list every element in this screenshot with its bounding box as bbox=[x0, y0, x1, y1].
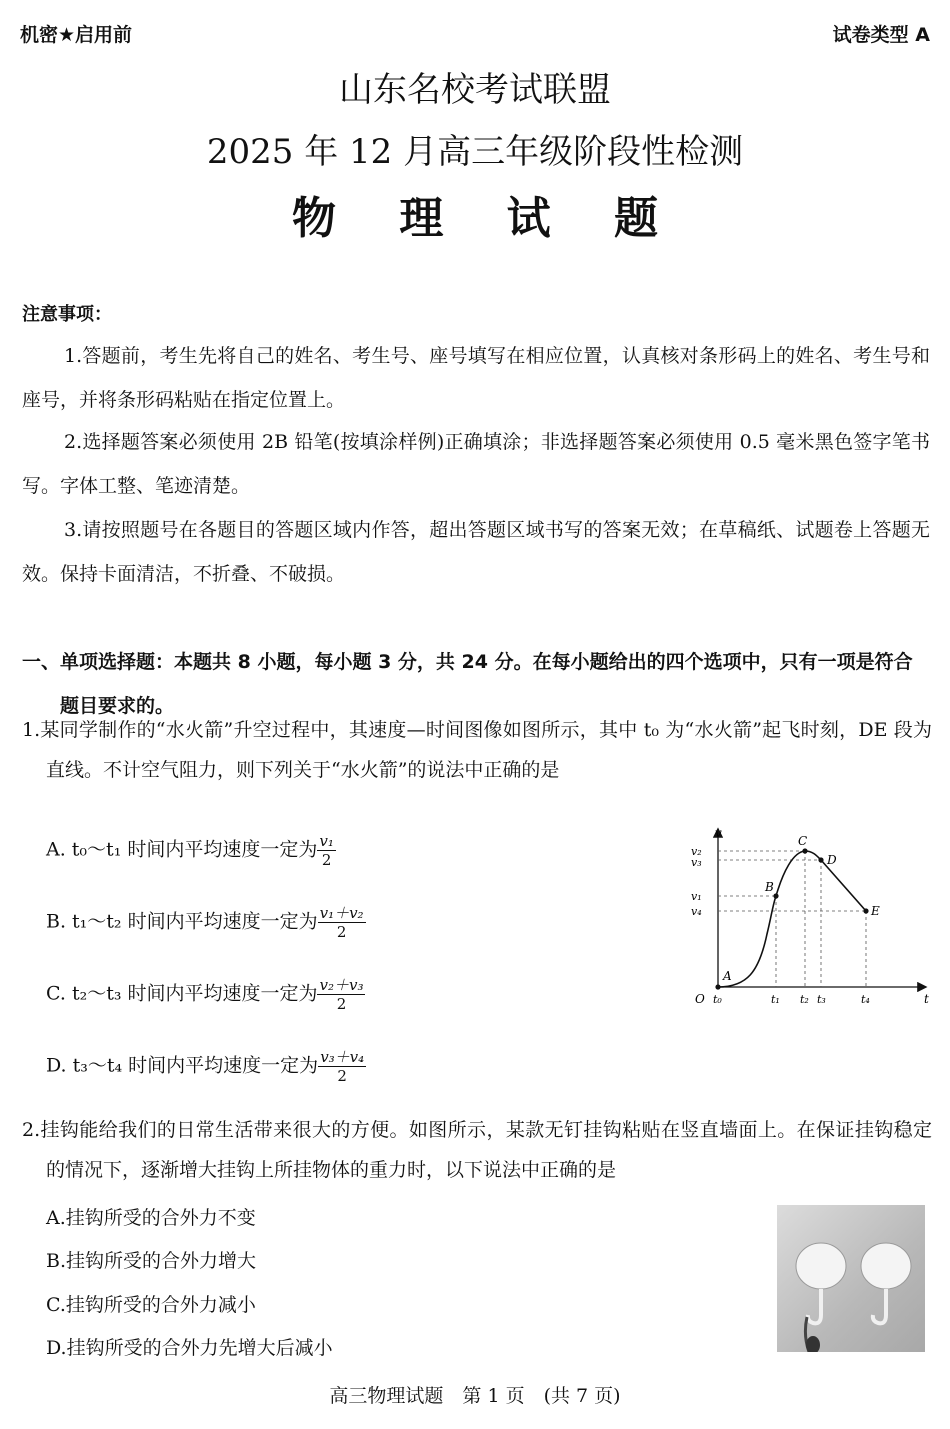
page-footer: 高三物理试题 第 1 页 (共 7 页) bbox=[329, 1385, 621, 1407]
q1-option-c-fraction: $\frac{\text{v₂＋v₃}}{2}$ bbox=[319, 976, 364, 1013]
q2-option-c: C.挂钩所受的合外力减小 bbox=[46, 1294, 256, 1316]
velocity-curve bbox=[718, 851, 866, 987]
q2-option-a: A.挂钩所受的合外力不变 bbox=[46, 1207, 256, 1229]
t-axis-label: t bbox=[924, 992, 929, 1006]
question-1-stem: 1.某同学制作的“水火箭”升空过程中，其速度—时间图像如图所示，其中 t₀ 为“水火箭”起飞时刻，DE 段为直线。不计空气阻力，则下列关于“水火箭”的说法中正确的是 bbox=[22, 719, 932, 781]
paper-type-label: 试卷类型 A bbox=[832, 24, 930, 46]
q1-option-a-fraction: $\frac{\text{v₁}}{2}$ bbox=[319, 832, 334, 869]
point-d-dot bbox=[818, 857, 823, 862]
subject-title: 物 理 试 题 bbox=[292, 193, 682, 244]
t3-label: t₃ bbox=[817, 993, 826, 1006]
q2-option-d: D.挂钩所受的合外力先增大后减小 bbox=[46, 1337, 333, 1359]
v1-label: v₁ bbox=[691, 890, 702, 903]
v-axis-label: v bbox=[715, 826, 722, 840]
point-e-label: E bbox=[871, 904, 880, 918]
guide-lines bbox=[718, 851, 866, 987]
t2-label: t₂ bbox=[800, 993, 809, 1006]
section-heading: 一、单项选择题：本题共 8 小题，每小题 3 分，共 24 分。在每小题给出的四个选项中，只有一项是符合题目要求的。 bbox=[22, 651, 913, 717]
q1-option-b bbox=[46, 904, 366, 941]
q1-option-b-text: B. t₁～t₂ 时间内平均速度一定为 bbox=[46, 910, 318, 933]
wall-hooks-image bbox=[777, 1205, 925, 1352]
question-2-stem: 2.挂钩能给我们的日常生活带来很大的方便。如图所示，某款无钉挂钩粘贴在竖直墙面上。在保证挂钩稳定的情况下，逐渐增大挂钩上所挂物体的重力时，以下说法中正确的是 bbox=[22, 1119, 932, 1181]
notice-item-1: 1.答题前，考生先将自己的姓名、考生号、座号填写在相应位置，认真核对条形码上的姓名、考生号和座号，并将条形码粘贴在指定位置上。 bbox=[22, 345, 930, 411]
exam-date-title: 2025 年 12 月高三年级阶段性检测 bbox=[206, 132, 744, 172]
q2-option-b: B.挂钩所受的合外力增大 bbox=[46, 1250, 257, 1272]
t0-label: t₀ bbox=[713, 993, 722, 1006]
hook-photo bbox=[777, 1205, 925, 1352]
point-a-label: A bbox=[723, 969, 732, 983]
point-c-dot bbox=[802, 848, 807, 853]
notice-heading: 注意事项： bbox=[22, 304, 112, 325]
v4-label: v₄ bbox=[691, 905, 702, 918]
q1-option-d-fraction: $\frac{\text{v₃＋v₄}}{2}$ bbox=[320, 1048, 365, 1085]
point-a-dot bbox=[715, 984, 720, 989]
confidential-label: 机密★启用前 bbox=[20, 24, 133, 46]
t1-label: t₁ bbox=[771, 993, 780, 1006]
q1-option-d-text: D. t₃～t₄ 时间内平均速度一定为 bbox=[46, 1054, 319, 1077]
point-c-label: C bbox=[798, 834, 808, 848]
point-d-label: D bbox=[827, 853, 837, 867]
origin-label: O bbox=[695, 992, 705, 1006]
point-e-dot bbox=[863, 908, 868, 913]
velocity-time-graph bbox=[685, 822, 935, 1012]
exam-union-title: 山东名校考试联盟 bbox=[339, 70, 611, 110]
q1-option-c-text: C. t₂～t₃ 时间内平均速度一定为 bbox=[46, 982, 318, 1005]
v2-label: v₂ bbox=[691, 845, 702, 858]
q1-option-c bbox=[46, 976, 365, 1013]
q1-option-a bbox=[46, 832, 336, 869]
q1-option-d bbox=[46, 1048, 366, 1085]
t4-label: t₄ bbox=[861, 993, 870, 1006]
v3-label: v₃ bbox=[691, 856, 702, 869]
point-b-label: B bbox=[765, 880, 774, 894]
notice-item-3: 3.请按照题号在各题目的答题区域内作答，超出答题区域书写的答案无效；在草稿纸、试题卷上答题无效。保持卡面清洁，不折叠、不破损。 bbox=[22, 519, 930, 585]
point-b-dot bbox=[773, 893, 778, 898]
notice-item-2: 2.选择题答案必须使用 2B 铅笔(按填涂样例)正确填涂；非选择题答案必须使用 0.5 毫米黑色签字笔书写。字体工整、笔迹清楚。 bbox=[22, 431, 930, 497]
q1-option-a-text: A. t₀～t₁ 时间内平均速度一定为 bbox=[46, 838, 318, 861]
q1-option-b-fraction: $\frac{\text{v₁＋v₂}}{2}$ bbox=[319, 904, 364, 941]
